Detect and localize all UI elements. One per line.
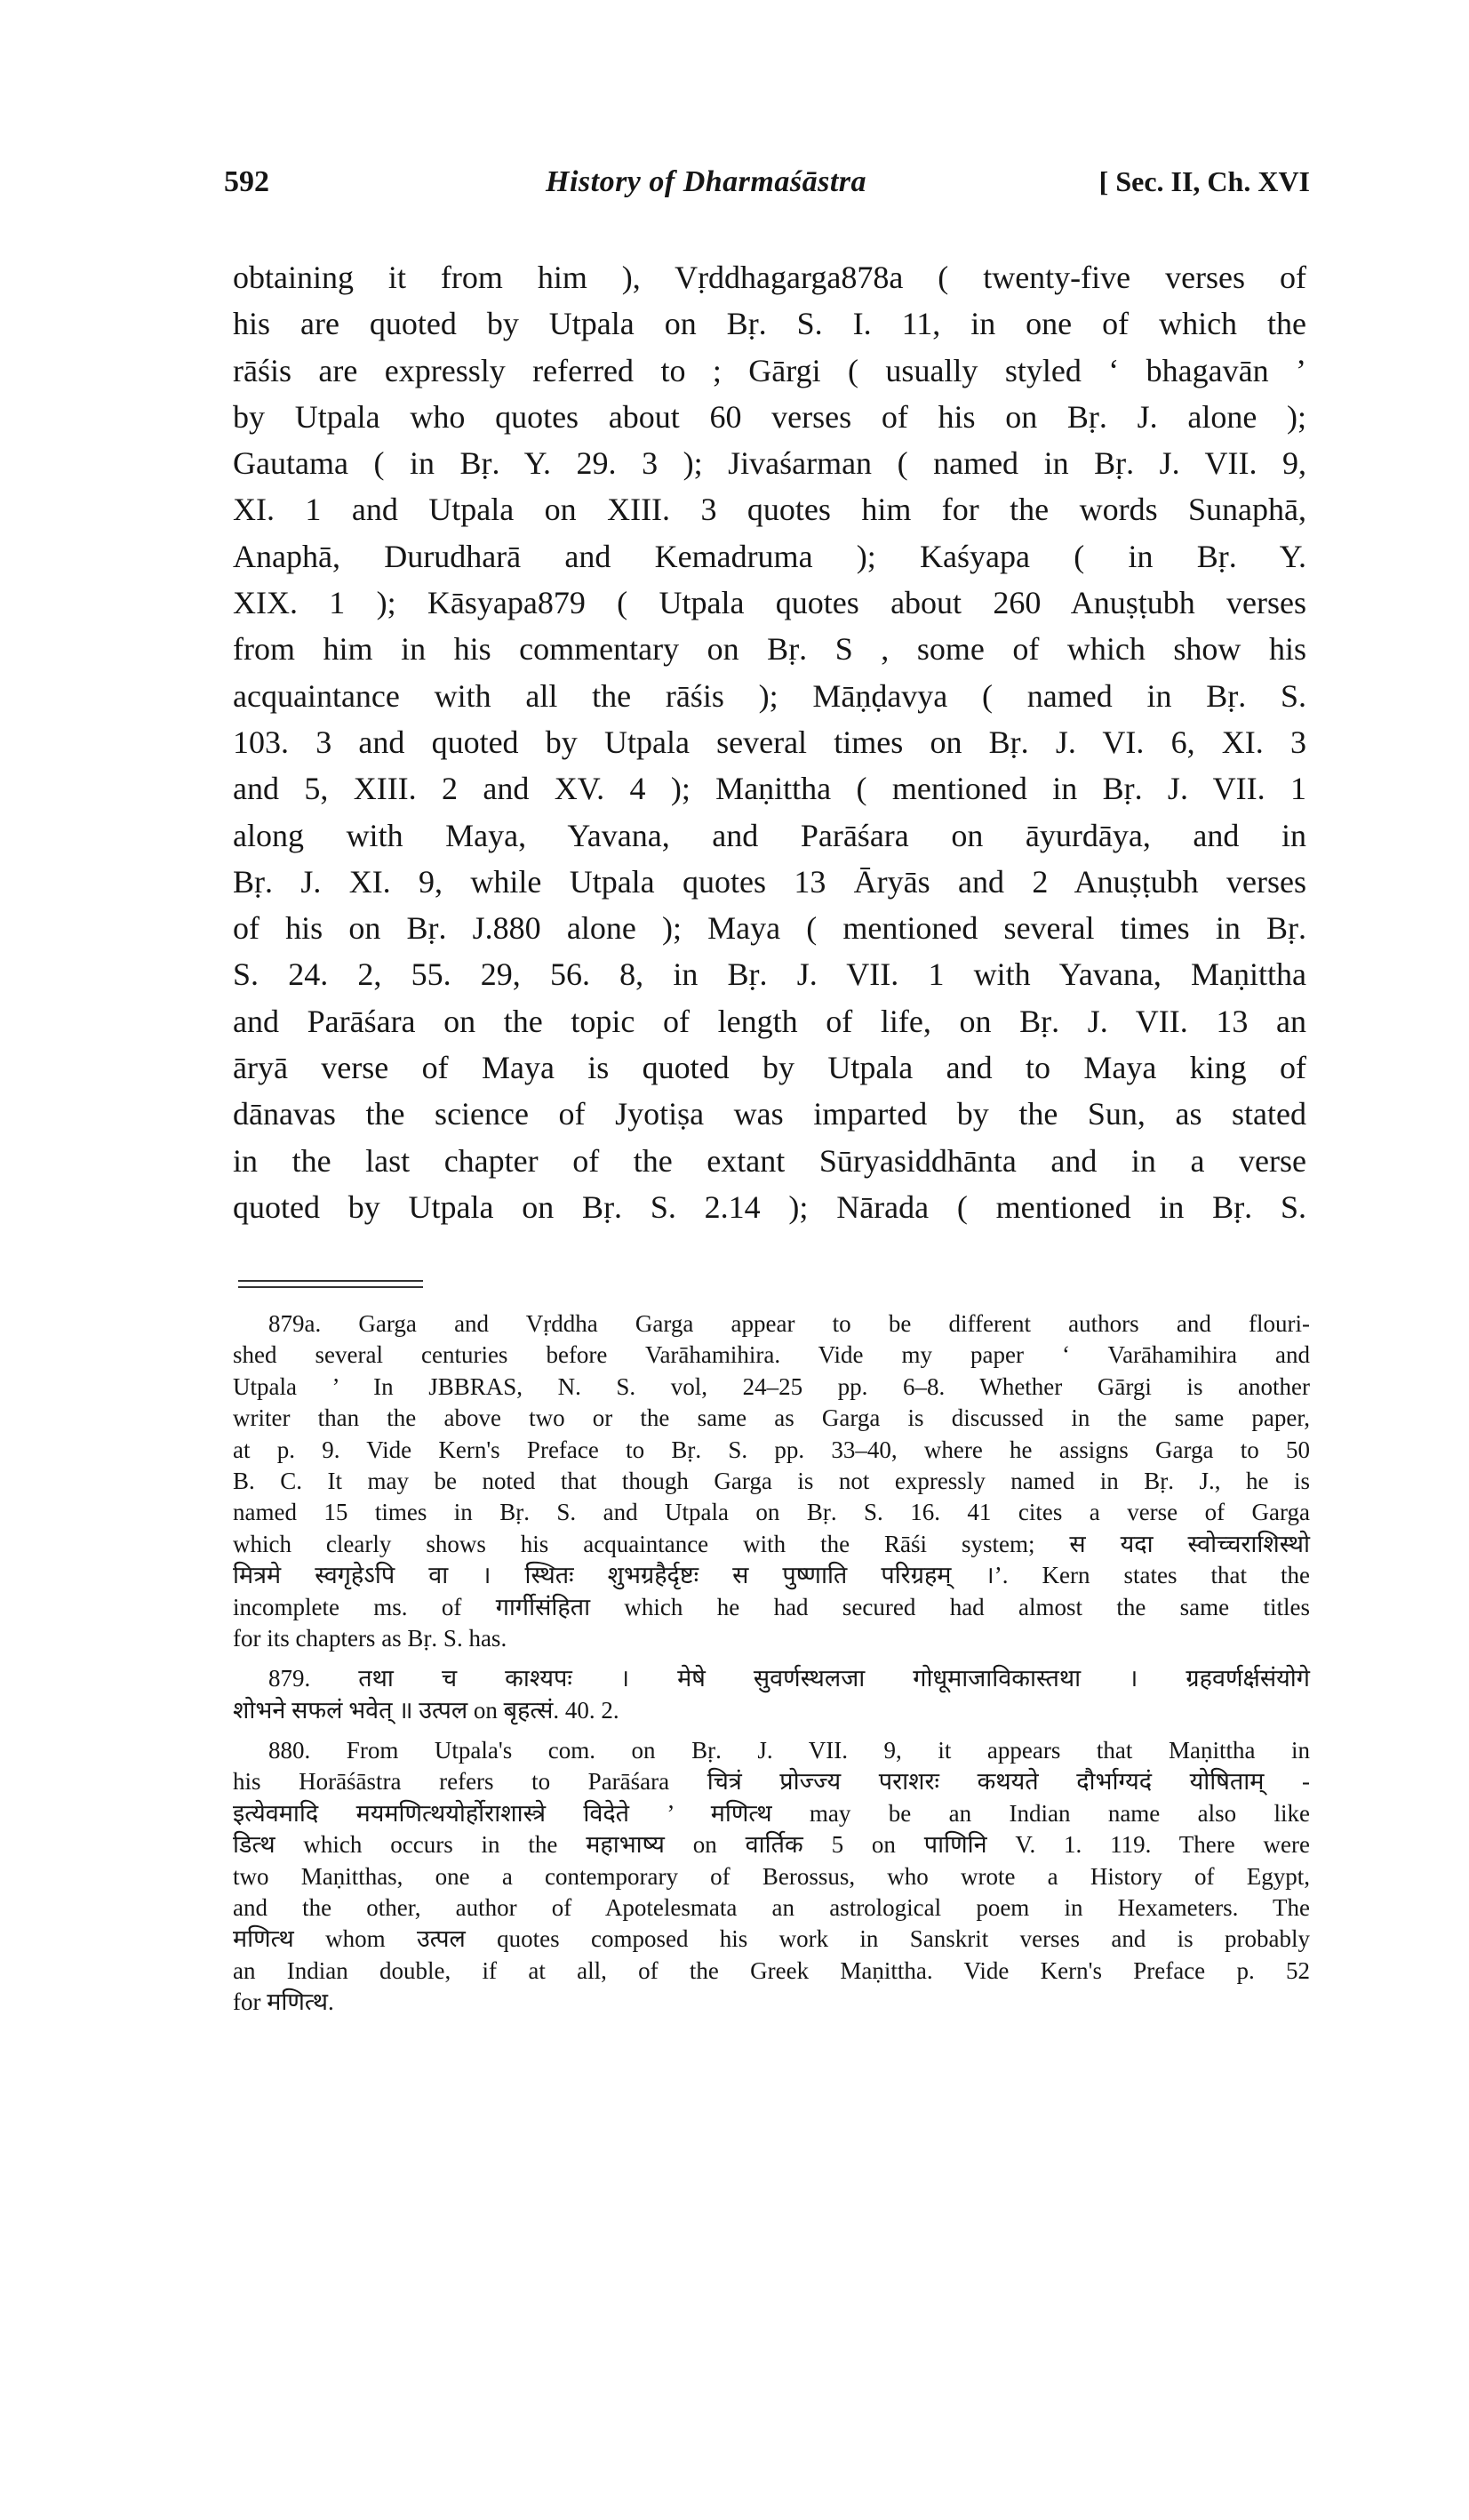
footnote-line: two Maṇitthas, one a contemporary of Berossus, who wrote a History of Egypt,: [233, 1862, 1310, 1890]
footnote-line: at p. 9. Vide Kern's Preface to Bṛ. S. pp. 33–40, where he assigns Garga to 50: [233, 1436, 1310, 1463]
text-line: XIX. 1 ); Kāsyapa879 ( Utpala quotes about 260 Anuṣṭubh verses: [233, 585, 1306, 621]
footnote-line: for मणित्थ.: [233, 1988, 334, 2016]
footnote-line: मित्रमे स्वगृहेऽपि वा । स्थितः शुभग्रहैर्दृष्टः स पुष्णाति परिग्रहम् ।’. Kern states that the: [233, 1562, 1310, 1589]
footnote-line: इत्येवमादि मयमणित्थयोर्होराशास्त्रे विदेते ’ मणित्थ may be an Indian name also like: [233, 1799, 1310, 1827]
footnote-line: writer than the above two or the same as Garga is discussed in the same paper,: [233, 1404, 1310, 1432]
footnote-line: B. C. It may be noted that though Garga is not expressly named in Bṛ. J., he is: [233, 1467, 1310, 1494]
running-header: [224, 165, 1310, 219]
running-title: History of Dharmaśāstra: [546, 165, 866, 198]
text-line: Anaphā, Durudharā and Kemadruma ); Kaśyapa ( in Bṛ. Y.: [233, 538, 1306, 574]
footnote-line: for its chapters as Bṛ. S. has.: [233, 1624, 507, 1652]
text-line: Bṛ. J. XI. 9, while Utpala quotes 13 Āryās and 2 Anuṣṭubh verses: [233, 863, 1306, 900]
footnote-line: डित्थ which occurs in the महाभाष्य on वार्तिक 5 on पाणिनि V. 1. 119. There were: [233, 1831, 1310, 1859]
text-line: from him in his commentary on Bṛ. S , some of which show his: [233, 631, 1306, 668]
text-line: quoted by Utpala on Bṛ. S. 2.14 ); Nārada ( mentioned in Bṛ. S.: [233, 1188, 1306, 1225]
text-line: acquaintance with all the rāśis ); Māṇḍavya ( named in Bṛ. S.: [233, 677, 1306, 714]
text-line: obtaining it from him ), Vṛddhagarga878a ( twenty-five verses of: [233, 260, 1306, 295]
text-line: āryā verse of Maya is quoted by Utpala and to Maya king of: [233, 1050, 1306, 1086]
text-line: and Parāśara on the topic of length of life, on Bṛ. J. VII. 13 an: [233, 1003, 1306, 1039]
footnote-separator: [238, 1286, 423, 1288]
footnote-line: 880. From Utpala's com. on Bṛ. J. VII. 9, it appears that Maṇittha in: [268, 1737, 1310, 1764]
footnote-line: 879. तथा च काश्यपः । मेषे सुवर्णस्थलजा गोधूमाजाविकास्तथा । ग्रहवर्णर्क्षसंयोगे: [268, 1665, 1310, 1692]
footnote-line: his Horāśāstra refers to Parāśara चित्रं प्रोज्ज्य पराशरः कथयते दौर्भाग्यदं योषिताम् -: [233, 1768, 1310, 1796]
footnote-879a: [233, 1308, 1310, 1654]
main-text: [233, 254, 1306, 1230]
text-line: his are quoted by Utpala on Bṛ. S. I. 11, in one of which the: [233, 306, 1306, 342]
footnote-line: Utpala ’ In JBBRAS, N. S. vol, 24–25 pp. 6–8. Whether Gārgi is another: [233, 1372, 1310, 1400]
text-line: XI. 1 and Utpala on XIII. 3 quotes him for the words Sunaphā,: [233, 492, 1306, 528]
text-line: by Utpala who quotes about 60 verses of his on Bṛ. J. alone );: [233, 398, 1306, 435]
text-line: and 5, XIII. 2 and XV. 4 ); Maṇittha ( mentioned in Bṛ. J. VII. 1: [233, 771, 1306, 807]
footnote-line: शोभने सफलं भवेत् ॥ उत्पल on बृहत्सं. 40. 2.: [233, 1696, 619, 1724]
footnote-line: incomplete ms. of गार्गीसंहिता which he had secured had almost the same titles: [233, 1593, 1310, 1620]
footnote-line: an Indian double, if at all, of the Greek Maṇittha. Vide Kern's Preface p. 52: [233, 1956, 1310, 1984]
footnote-line: 879a. Garga and Vṛddha Garga appear to be different authors and flouri-: [268, 1310, 1310, 1337]
text-line: along with Maya, Yavana, and Parāśara on āyurdāya, and in: [233, 817, 1306, 853]
text-line: dānavas the science of Jyotiṣa was imparted by the Sun, as stated: [233, 1096, 1306, 1132]
footnote-line: and the other, author of Apotelesmata an astrological poem in Hexameters. The: [233, 1894, 1310, 1922]
text-line: in the last chapter of the extant Sūryasiddhānta and in a verse: [233, 1142, 1306, 1179]
footnote-880: [233, 1735, 1310, 2019]
footnote-879: [233, 1663, 1310, 1726]
footnote-separator: [238, 1280, 423, 1282]
text-line: of his on Bṛ. J.880 alone ); Maya ( mentioned several times in Bṛ.: [233, 910, 1306, 947]
text-line: S. 24. 2, 55. 29, 56. 8, in Bṛ. J. VII. 1 with Yavana, Maṇittha: [233, 956, 1306, 993]
section-label: [ Sec. II, Ch. XVI: [1098, 165, 1310, 197]
footnotes: [233, 1308, 1310, 2028]
text-line: Gautama ( in Bṛ. Y. 29. 3 ); Jivaśarman ( named in Bṛ. J. VII. 9,: [233, 445, 1306, 482]
page-number: 592: [224, 165, 269, 198]
footnote-line: मणित्थ whom उत्पल quotes composed his work in Sanskrit verses and is probably: [233, 1925, 1310, 1953]
text-line: rāśis are expressly referred to ; Gārgi ( usually styled ‘ bhagavān ’: [233, 352, 1306, 388]
footnote-line: named 15 times in Bṛ. S. and Utpala on Bṛ. S. 16. 41 cites a verse of Garga: [233, 1499, 1310, 1526]
footnote-line: which clearly shows his acquaintance with the Rāśi system; स यदा स्वोच्चराशिस्थो: [233, 1530, 1310, 1557]
footnote-line: shed several centuries before Varāhamihira. Vide my paper ‘ Varāhamihira and: [233, 1341, 1310, 1369]
text-line: 103. 3 and quoted by Utpala several times on Bṛ. J. VI. 6, XI. 3: [233, 724, 1306, 760]
